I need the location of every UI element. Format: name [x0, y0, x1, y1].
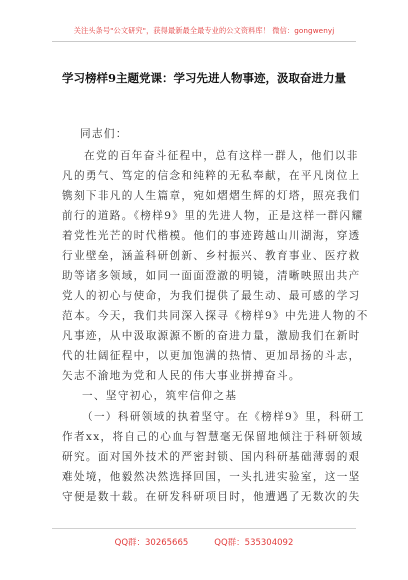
- qq-group-2: QQ群：535304092: [214, 538, 294, 548]
- paragraph-line: 前行的道路。《榜样9》里的先进人物，正是这样一群闪耀: [62, 210, 364, 222]
- paragraph-line: （一）科研领域的执着坚守。在《榜样9》里，科研工: [82, 411, 365, 423]
- paragraph-line: 助等诸多领域，如同一面面澄澈的明镜，清晰映照出共产: [62, 270, 361, 282]
- header-divider: [52, 41, 356, 42]
- paragraph-line: 难处境，他毅然决然选择回国，一头扎进实验室，这一坚: [62, 471, 361, 483]
- document-title: 学习榜样9主题党课：学习先进人物事迹，汲取奋进力量: [62, 71, 346, 85]
- paragraph-line: 守便是数十载。在研发科研项目时，他遭遇了无数次的失: [62, 491, 361, 503]
- footer-contacts: [30, 536, 378, 548]
- header-banner: 关注头条号"公文研究"，获得最新最全最专业的公文资料库！ 微信：gongwenyj: [73, 26, 335, 35]
- paragraph-line: 矢志不渝地为党和人民的伟大事业拼搏奋斗。: [62, 370, 301, 382]
- paragraph-line: 研究。面对国外技术的严密封锁、国内科研基础薄弱的艰: [62, 451, 361, 463]
- paragraph-line: 党人的初心与使命，为我们提供了最生动、最可感的学习: [62, 290, 361, 302]
- paragraph-line: 在党的百年奋斗征程中，总有这样一群人，他们以非: [84, 150, 359, 162]
- paragraph-line: 镌刻下非凡的人生篇章，宛如熠熠生辉的灯塔，照亮我们: [62, 190, 361, 202]
- salutation: 同志们：: [80, 128, 128, 140]
- qq-group-1: QQ群：30265665: [114, 538, 189, 548]
- paragraph-line: 凡的勇气、笃定的信念和纯粹的无私奉献，在平凡岗位上: [62, 170, 361, 182]
- paragraph-line: 行业壁垒，涵盖科研创新、乡村振兴、教育事业、医疗救: [62, 250, 361, 262]
- section-heading: 一、坚守初心，筑牢信仰之基: [82, 390, 238, 402]
- paragraph-line: 作者xx，将自己的心血与智慧毫无保留地倾注于科研领域: [62, 431, 364, 443]
- paragraph-line: 代的壮阔征程中，以更加饱满的热情、更加昂扬的斗志，: [62, 350, 361, 362]
- footer-divider: [52, 528, 356, 529]
- paragraph-line: 着党性光芒的时代楷模。他们的事迹跨越山川湖海，穿透: [62, 230, 361, 242]
- paragraph-line: 凡事迹，从中汲取源源不断的奋进力量，激励我们在新时: [62, 330, 361, 342]
- paragraph-line: 范本。今天，我们共同深入探寻《榜样9》中先进人物的不: [62, 310, 369, 322]
